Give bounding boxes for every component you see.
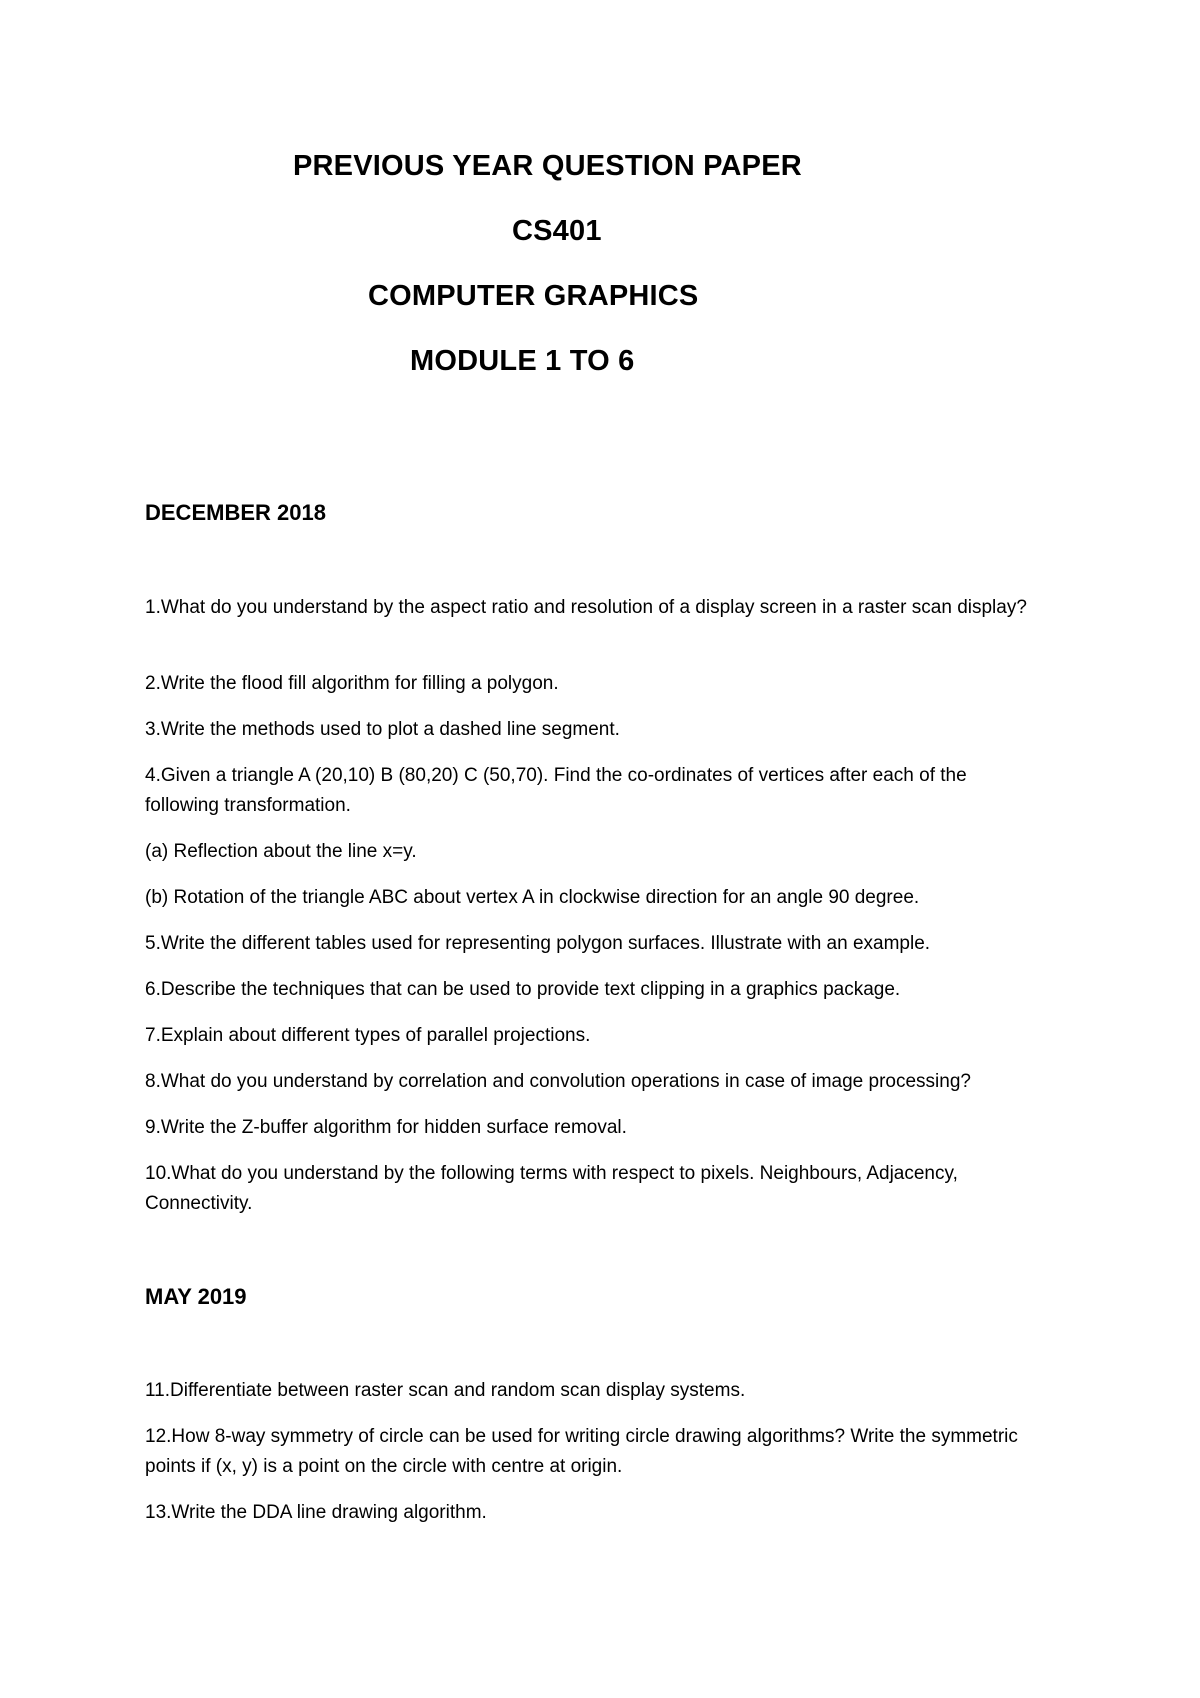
question-3: 3.Write the methods used to plot a dashed line segment. bbox=[145, 719, 620, 740]
question-2: 2.Write the flood fill algorithm for filling a polygon. bbox=[145, 673, 559, 694]
course-code: CS401 bbox=[512, 215, 602, 247]
question-13: 13.Write the DDA line drawing algorithm. bbox=[145, 1502, 487, 1523]
question-4b: (b) Rotation of the triangle ABC about vertex A in clockwise direction for an angle 90 degree. bbox=[145, 887, 920, 908]
question-4: 4.Given a triangle A (20,10) B (80,20) C (50,70). Find the co-ordinates of vertices after each of the following transformation. bbox=[145, 765, 967, 816]
question-6: 6.Describe the techniques that can be used to provide text clipping in a graphics package. bbox=[145, 979, 901, 1000]
question-5: 5.Write the different tables used for representing polygon surfaces. Illustrate with an example. bbox=[145, 933, 931, 954]
module-range: MODULE 1 TO 6 bbox=[410, 345, 635, 377]
question-9: 9.Write the Z-buffer algorithm for hidden surface removal. bbox=[145, 1117, 627, 1138]
question-7: 7.Explain about different types of parallel projections. bbox=[145, 1025, 591, 1046]
question-10: 10.What do you understand by the following terms with respect to pixels. Neighbours, Adjacency, Connectivity. bbox=[145, 1163, 958, 1214]
section-heading-may-2019: MAY 2019 bbox=[145, 1284, 247, 1309]
question-11: 11.Differentiate between raster scan and random scan display systems. bbox=[145, 1380, 746, 1401]
paper-title: PREVIOUS YEAR QUESTION PAPER bbox=[293, 150, 802, 182]
question-12: 12.How 8-way symmetry of circle can be used for writing circle drawing algorithms? Write the symmetric points if (x, y) is a point on the circle with centre at origin. bbox=[145, 1426, 1018, 1477]
question-4a: (a) Reflection about the line x=y. bbox=[145, 841, 417, 862]
question-8: 8.What do you understand by correlation and convolution operations in case of image processing? bbox=[145, 1071, 971, 1092]
section-heading-december-2018: DECEMBER 2018 bbox=[145, 500, 326, 525]
course-name: COMPUTER GRAPHICS bbox=[368, 280, 699, 312]
question-1: 1.What do you understand by the aspect ratio and resolution of a display screen in a raster scan display? bbox=[145, 597, 1027, 618]
